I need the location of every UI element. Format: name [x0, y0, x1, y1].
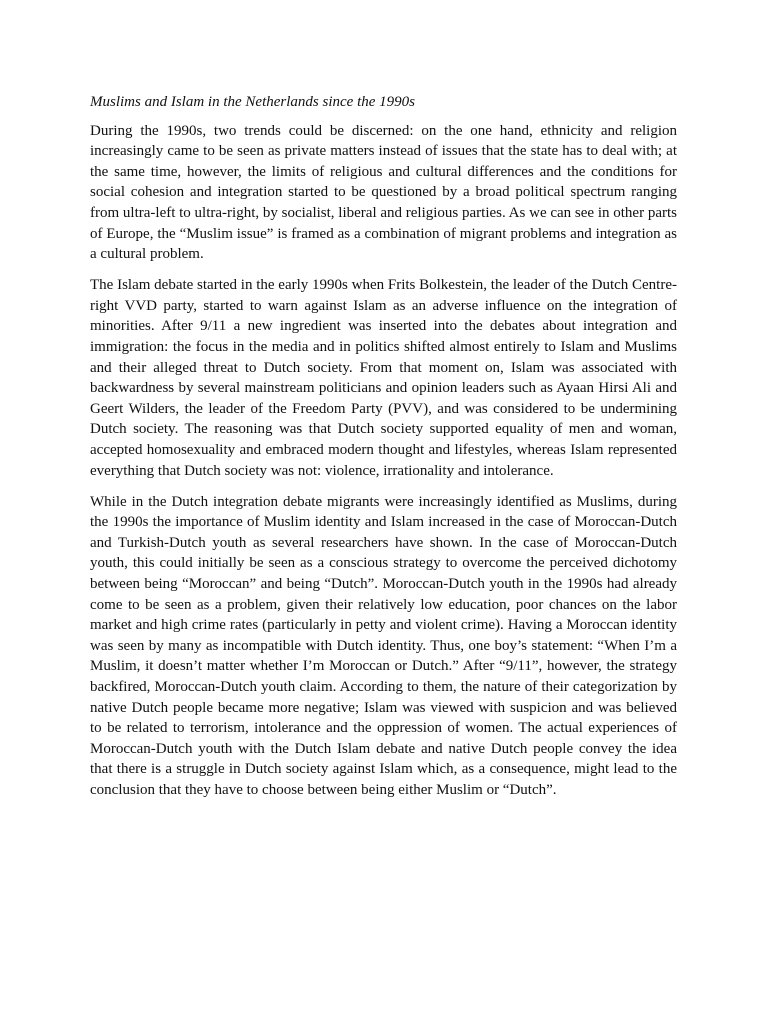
section-heading: Muslims and Islam in the Netherlands since the 1990s — [90, 94, 415, 110]
paragraph-1: During the 1990s, two trends could be discerned: on the one hand, ethnicity and religion increasingly came to be seen as private matters instead of issues that the state has to deal with; at the same time, however, the limits of religious and cultural differences and the conditions for social cohesion and integration started to be questioned by a broad political spectrum ranging from ultra-left to ultra-right, by socialist, liberal and religious parties. As we can see in other parts of Europe, the “Muslim issue” is framed as a combination of migrant problems and integration as a cultural problem. — [90, 122, 677, 263]
document-page — [90, 92, 677, 811]
paragraph-2: The Islam debate started in the early 1990s when Frits Bolkestein, the leader of the Dutch Centre-right VVD party, started to warn against Islam as an adverse influence on the integration of minorities. After 9/11 a new ingredient was inserted into the debates about integration and immigration: the focus in the media and in politics shifted almost entirely to Islam and Muslims and their alleged threat to Dutch society. From that moment on, Islam was associated with backwardness by several mainstream politicians and opinion leaders such as Ayaan Hirsi Ali and Geert Wilders, the leader of the Freedom Party (PVV), and was considered to be undermining Dutch society. The reasoning was that Dutch society supported equality of men and woman, accepted homosexuality and embraced modern thought and lifestyles, whereas Islam represented everything that Dutch society was not: violence, irrationality and intolerance. — [90, 277, 677, 479]
paragraph-3: While in the Dutch integration debate migrants were increasingly identified as Muslims, during the 1990s the importance of Muslim identity and Islam increased in the case of Moroccan-Dutch and Turkish-Dutch youth as several researchers have shown. In the case of Moroccan-Dutch youth, this could initially be seen as a conscious strategy to overcome the perceived dichotomy between being “Moroccan” and being “Dutch”. Moroccan-Dutch youth in the 1990s had already come to be seen as a problem, given their relatively low education, poor chances on the labor market and high crime rates (particularly in petty and violent crime). Having a Moroccan identity was seen by many as incompatible with Dutch identity. Thus, one boy’s statement: “When I’m a Muslim, it doesn’t matter whether I’m Moroccan or Dutch.” After “9/11”, however, the strategy backfired, Moroccan-Dutch youth claim. According to them, the nature of their categorization by native Dutch people became more negative; Islam was viewed with suspicion and was believed to be related to terrorism, intolerance and the oppression of women. The actual experiences of Moroccan-Dutch youth with the Dutch Islam debate and native Dutch people convey the idea that there is a struggle in Dutch society against Islam which, as a consequence, might lead to the conclusion that they have to choose between being either Muslim or “Dutch”. — [90, 493, 677, 798]
